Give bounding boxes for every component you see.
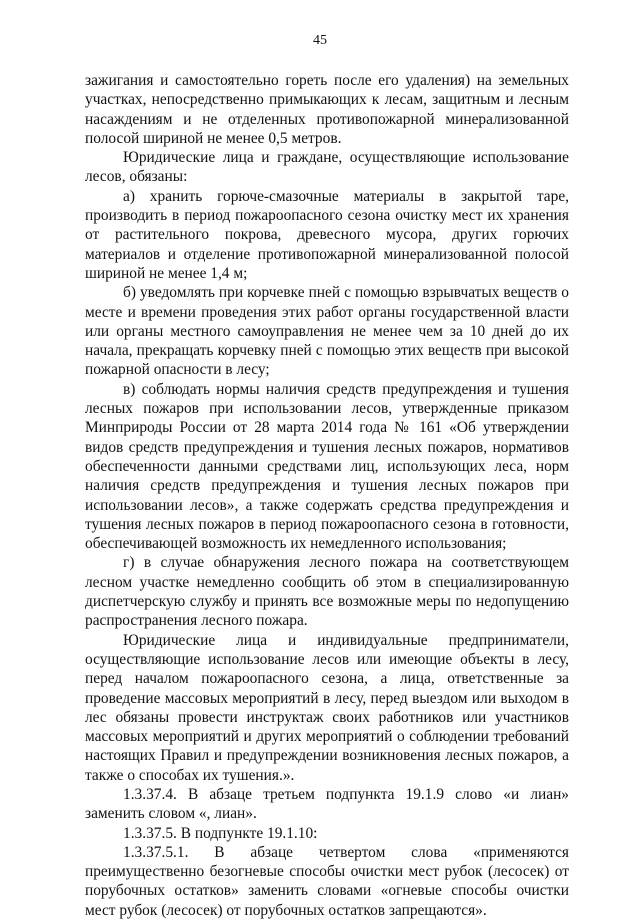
paragraph-1-3-37-5-1: 1.3.37.5.1. В абзаце четвертом слова «применяются преимущественно безогневые способы очистки мест рубок (лесосек) от порубочных остатков» заменить словами «огневые способы очистки мест рубок (лесосек) от порубочных остатков запрещаются».: [85, 843, 569, 919]
paragraph-item-g: г) в случае обнаружения лесного пожара на соответствующем лесном участке немедленно сообщить об этом в специализированную диспетчерскую службу и принять все возможные меры по недопущению распространения лесного пожара.: [85, 554, 569, 630]
paragraph-1-3-37-4: 1.3.37.4. В абзаце третьем подпункта 19.1.9 слово «и лиан» заменить словом «, лиан».: [85, 785, 569, 823]
paragraph-obligations-intro: Юридические лица и граждане, осуществляющие использование лесов, обязаны:: [85, 149, 569, 186]
paragraph-item-a: а) хранить горюче-смазочные материалы в закрытой таре, производить в период пожароопасного сезона очистку мест их хранения от растительного покрова, древесного мусора, других горючих материалов и отделение противопожарной минерализованной полосой шириной не менее 1,4 м;: [85, 187, 569, 282]
paragraph-continuation: зажигания и самостоятельно гореть после его удаления) на земельных участках, непосредственно примыкающих к лесам, защитным и лесным насаждениям и не отделенных противопожарной минерализованной полосой шириной не менее 0,5 метров.: [85, 72, 569, 147]
page-number: 45: [313, 33, 327, 48]
document-body: [85, 71, 569, 920]
paragraph-item-v: в) соблюдать нормы наличия средств предупреждения и тушения лесных пожаров при использовании лесов, утвержденные приказом Минприроды России от 28 марта 2014 года № 161 «Об утверждении видов средств предупреждения и тушения лесных пожаров, нормативов обеспеченности данными средствами лиц, использующих леса, норм наличия средств предупреждения и тушения лесных пожаров при использовании лесов», а также содержать средства предупреждения и тушения лесных пожаров в период пожароопасного сезона в готовности, обеспечивающей возможность их немедленного использования;: [85, 380, 569, 553]
paragraph-instruction-duty: Юридические лица и индивидуальные предприниматели, осуществляющие использование лесов или имеющие объекты в лесу, перед началом пожароопасного сезона, а лица, ответственные за проведение массовых мероприятий в лесу, перед выездом или выходом в лес обязаны провести инструктаж своих работников или участников массовых мероприятий и других мероприятий о соблюдении требований настоящих Правил и предупреждении возникновения лесных пожаров, а также о способах их тушения.».: [85, 631, 569, 784]
paragraph-item-b: б) уведомлять при корчевке пней с помощью взрывчатых веществ о месте и времени проведения этих работ органы государственной власти или органы местного самоуправления не менее чем за 10 дней до их начала, прекращать корчевку пней с помощью этих веществ при высокой пожарной опасности в лесу;: [85, 284, 569, 379]
paragraph-1-3-37-5: 1.3.37.5. В подпункте 19.1.10:: [123, 824, 318, 842]
